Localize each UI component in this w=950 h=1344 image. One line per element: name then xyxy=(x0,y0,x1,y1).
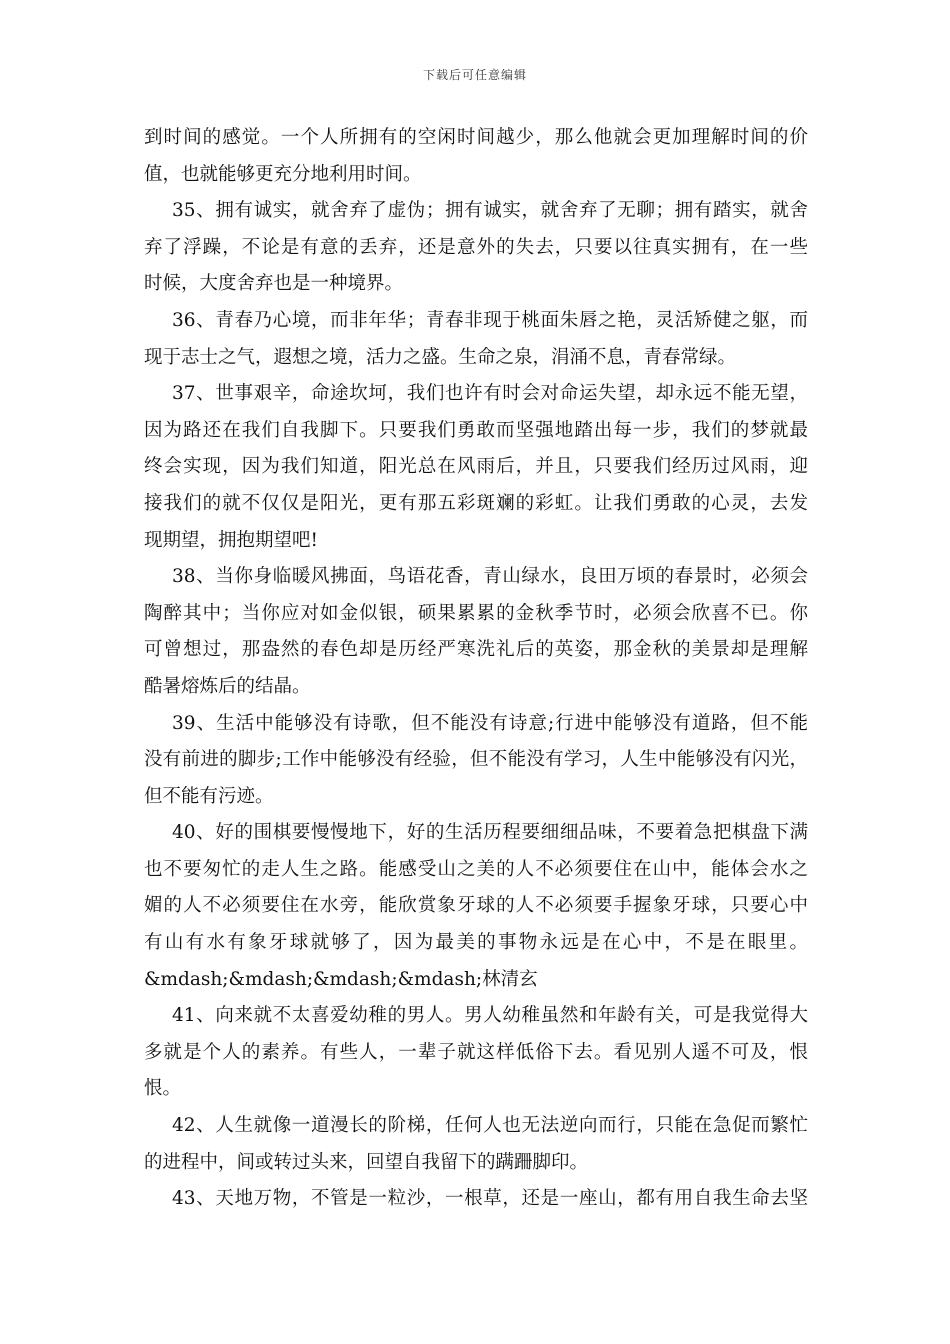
text-line: 媚的人不必须要住在水旁，能欣赏象牙球的人不必须要手握象牙球，只要心中 xyxy=(144,895,808,917)
text-line: 但不能有污迹。 xyxy=(144,785,274,807)
text-line: 也不要匆忙的走人生之路。能感受山之美的人不必须要住在山中，能体会水之 xyxy=(144,858,808,880)
page-header: 下载后可任意编辑 xyxy=(422,68,527,82)
text-line: 可曾想过，那盎然的春色却是历经严寒洗礼后的英姿，那金秋的美景却是理解 xyxy=(144,639,808,661)
text-line: 39、生活中能够没有诗歌，但不能没有诗意;行进中能够没有道路，但不能 xyxy=(172,712,808,734)
text-line: 多就是个人的素养。有些人，一辈子就这样低俗下去。看见别人遥不可及，恨 xyxy=(144,1041,808,1063)
text-line: 现于志士之气，遐想之境，活力之盛。生命之泉，涓涌不息，青春常绿。 xyxy=(144,346,737,368)
text-line: 41、向来就不太喜爱幼稚的男人。男人幼稚虽然和年龄有关，可是我觉得大 xyxy=(172,1005,808,1027)
text-line: 陶醉其中；当你应对如金似银，硕果累累的金秋季节时，必须会欣喜不已。你 xyxy=(144,602,808,624)
text-line: 时候，大度舍弃也是一种境界。 xyxy=(144,273,404,295)
text-line: 接我们的就不仅仅是阳光，更有那五彩斑斓的彩虹。让我们勇敢的心灵，去发 xyxy=(144,492,808,514)
text-line: &mdash;&mdash;&mdash;&mdash;林清玄 xyxy=(144,968,538,990)
text-line: 因为路还在我们自我脚下。只要我们勇敢而坚强地踏出每一步，我们的梦就最 xyxy=(144,419,808,441)
text-line: 42、人生就像一道漫长的阶梯，任何人也无法逆向而行，只能在急促而繁忙 xyxy=(172,1115,808,1137)
text-line: 有山有水有象牙球就够了，因为最美的事物永远是在心中，不是在眼里。 xyxy=(144,932,808,954)
text-line: 36、青春乃心境，而非年华；青春非现于桃面朱唇之艳，灵活矫健之躯，而 xyxy=(172,309,808,331)
text-line: 终会实现，因为我们知道，阳光总在风雨后，并且，只要我们经历过风雨，迎 xyxy=(144,456,808,478)
text-line: 的进程中，间或转过头来，回望自我留下的蹒跚脚印。 xyxy=(144,1151,589,1173)
text-line: 到时间的感觉。一个人所拥有的空闲时间越少，那么他就会更加理解时间的价 xyxy=(144,127,808,148)
text-line: 43、天地万物，不管是一粒沙，一根草，还是一座山，都有用自我生命去坚 xyxy=(172,1188,808,1210)
text-line: 现期望，拥抱期望吧! xyxy=(144,529,318,551)
text-line: 弃了浮躁，不论是有意的丢弃，还是意外的失去，只要以往真实拥有，在一些 xyxy=(144,236,808,258)
text-line: 恨。 xyxy=(144,1078,182,1100)
text-line: 37、世事艰辛，命途坎坷，我们也许有时会对命运失望，却永远不能无望， xyxy=(172,383,808,405)
text-line: 38、当你身临暖风拂面，鸟语花香，青山绿水，良田万顷的春景时，必须会 xyxy=(172,566,808,588)
document-body xyxy=(144,120,808,1218)
text-line: 没有前进的脚步;工作中能够没有经验，但不能没有学习，人生中能够没有闪光， xyxy=(144,749,808,771)
text-line: 酷暑熔炼后的结晶。 xyxy=(144,675,311,697)
text-line: 值，也就能够更充分地利用时间。 xyxy=(144,163,422,185)
text-line: 35、拥有诚实，就舍弃了虚伪；拥有诚实，就舍弃了无聊；拥有踏实，就舍 xyxy=(172,200,808,222)
text-line: 40、好的围棋要慢慢地下，好的生活历程要细细品味，不要着急把棋盘下满 xyxy=(172,822,808,844)
